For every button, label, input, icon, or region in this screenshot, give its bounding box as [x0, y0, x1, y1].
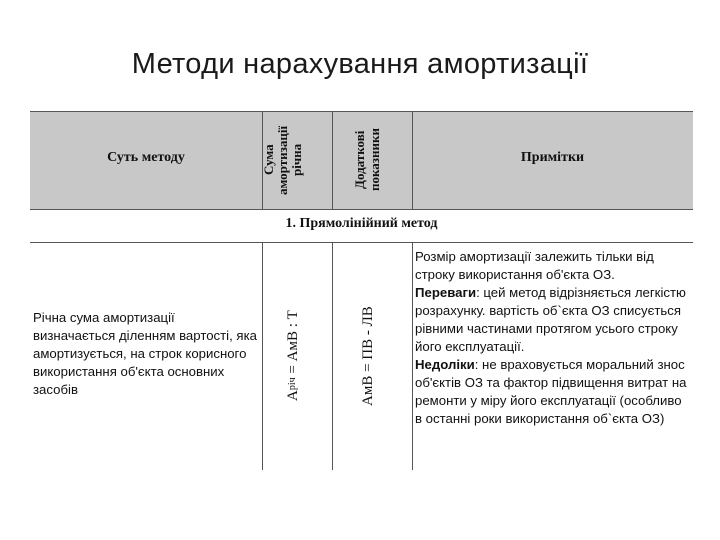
- advantages-text: : цей метод відрізняється легкістю розрахунку. вартість об`єкта ОЗ списується рівними частинами протягом усього строку його експлуатації.: [415, 285, 686, 354]
- row-divider-1: [262, 242, 263, 470]
- disadvantages-label: Недоліки: [415, 357, 475, 372]
- row-divider-3: [412, 242, 413, 470]
- notes-advantages: [415, 284, 687, 356]
- header-divider-2: [332, 111, 333, 209]
- header-additional: Додаткові показники: [352, 128, 382, 192]
- section-title: 1. Прямолінійний метод: [285, 216, 438, 231]
- header-notes: Примітки: [520, 150, 585, 165]
- header-annual-sum: Сума амортизації річна: [261, 125, 304, 195]
- formula-rest: = АмВ : Т: [285, 310, 301, 378]
- page-title: Методи нарахування амортизації: [131, 48, 589, 80]
- essence-cell: Річна сума амортизації визначається діленням вартості, яка амортизується, на строк корисного використання об'єкта основних засобів: [33, 310, 257, 397]
- formula-prefix: А: [285, 390, 301, 402]
- notes-cell: [415, 248, 687, 428]
- section-bottom-border: [30, 242, 693, 243]
- notes-disadvantages: [415, 356, 687, 428]
- formula-subscript: рiч: [287, 377, 298, 391]
- header-bottom-border: [30, 209, 693, 210]
- additional-formula-cell: АмВ = ПВ - ЛВ: [360, 306, 376, 406]
- row-divider-2: [332, 242, 333, 470]
- advantages-label: Переваги: [415, 285, 477, 300]
- annual-formula-cell: [285, 248, 309, 464]
- notes-intro: Розмір амортизації залежить тільки від строку використання об'єкта ОЗ.: [415, 249, 654, 282]
- header-essence: Суть методу: [107, 150, 185, 165]
- disadvantages-text: : не враховується моральний знос об'єктів ОЗ та фактор підвищення витрат на ремонти у міру його експлуатації (особливо в останні роки використання об`єкта ОЗ): [415, 357, 687, 426]
